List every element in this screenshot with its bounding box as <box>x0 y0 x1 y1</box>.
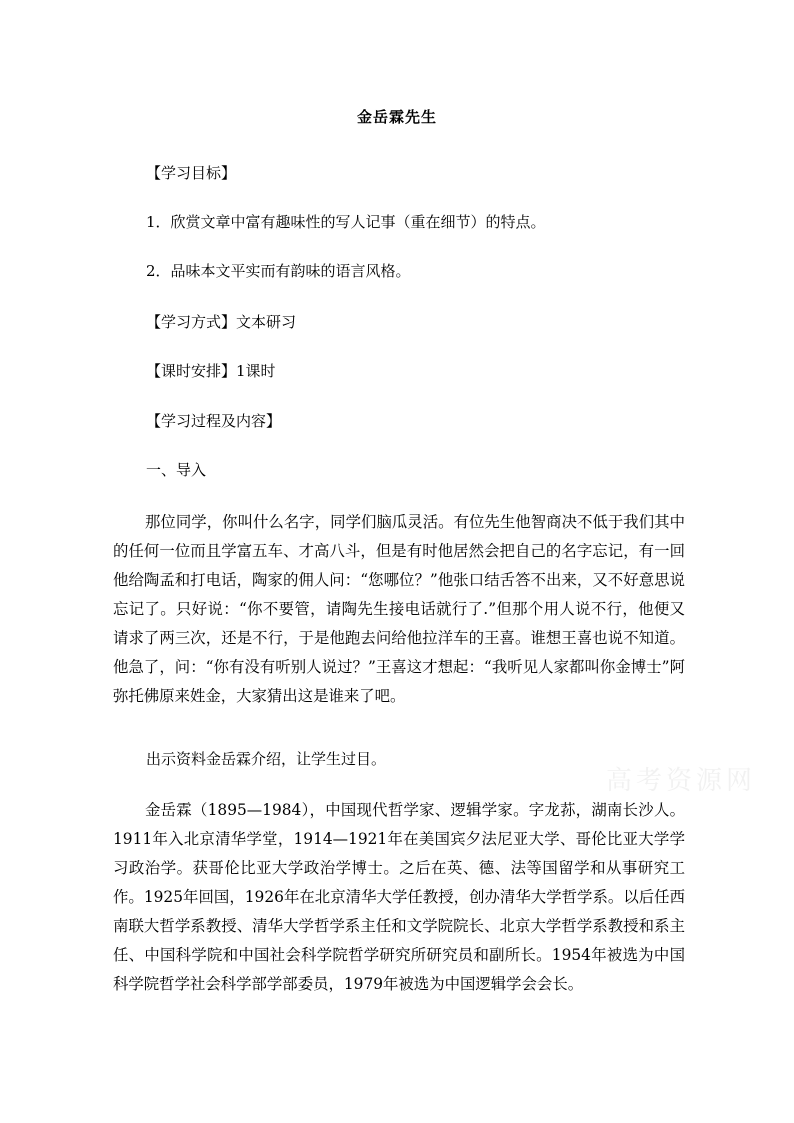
objective-item-1: 1．欣赏文章中富有趣味性的写人记事（重在细节）的特点。 <box>146 213 546 231</box>
section-intro-heading: 一、导入 <box>146 461 207 479</box>
process-heading: 【学习过程及内容】 <box>146 412 282 430</box>
objectives-heading: 【学习目标】 <box>146 164 237 182</box>
class-schedule: 【课时安排】1课时 <box>146 362 276 380</box>
document-title: 金岳霖先生 <box>356 108 437 126</box>
instruction-line: 出示资料金岳霖介绍，让学生过目。 <box>146 750 387 768</box>
study-method: 【学习方式】文本研习 <box>146 313 297 331</box>
objective-item-2: 2．品味本文平实而有韵味的语言风格。 <box>146 262 411 280</box>
intro-story-paragraph: 那位同学，你叫什么名字，同学们脑瓜灵活。有位先生他智商决不低于我们其中的任何一位而且学富五车、才高八斗，但是有时他居然会把自己的名字忘记，有一回他给陶孟和打电话，陶家的佣人问：“您哪位？”他张口结舌答不出来，又不好意思说忘记了。只好说：“你不要管，请陶先生接电话就行了.”但那个用人说不行，他便又请求了两三次，还是不行，于是他跑去问给他拉洋车的王喜。谁想王喜也说不知道。他急了，问：“你有没有听别人说过？”王喜这才想起：“我听见人家都叫你金博士”阿弥托佛原来姓金，大家猜出这是谁来了吧。 <box>113 513 685 705</box>
biography-paragraph: 金岳霖（1895—1984），中国现代哲学家、逻辑学家。字龙荪，湖南长沙人。1911年入北京清华学堂，1914—1921年在美国宾夕法尼亚大学、哥伦比亚大学学习政治学。获哥伦比亚大学政治学博士。之后在英、德、法等国留学和从事研究工作。1925年回国，1926年在北京清华大学任教授，创办清华大学哲学系。以后任西南联大哲学系教授、清华大学哲学系主任和文学院院长、北京大学哲学系教授和系主任、中国科学院和中国社会科学院哲学研究所研究员和副所长。1954年被选为中国科学院哲学社会科学部学部委员，1979年被选为中国逻辑学会会长。 <box>113 801 685 993</box>
watermark: 高考资源网 <box>606 766 757 796</box>
